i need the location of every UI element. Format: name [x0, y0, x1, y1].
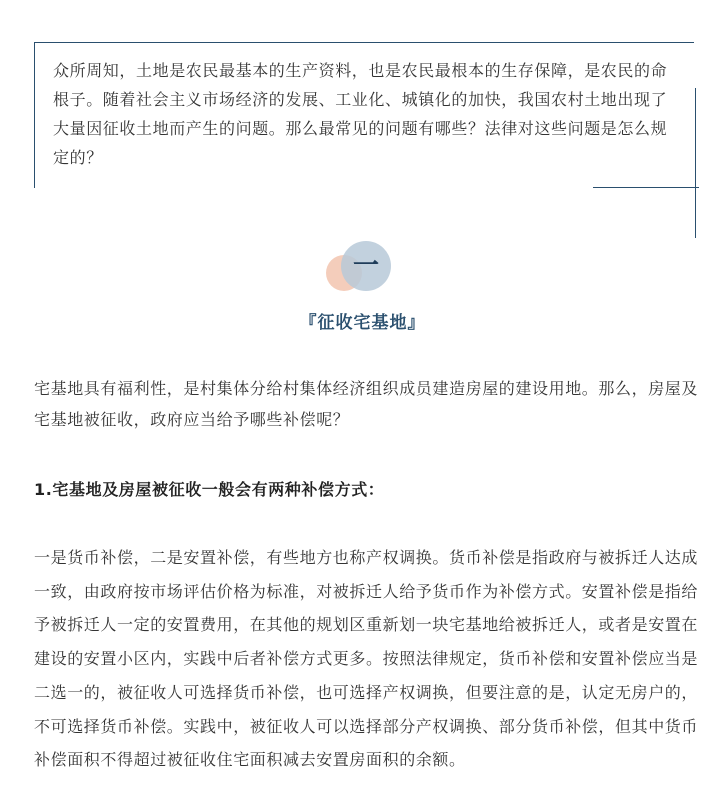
intro-box [34, 42, 694, 188]
frame-line-top [34, 42, 694, 43]
section-title: 『征收宅基地』 [299, 313, 426, 333]
section-number: 一 [352, 251, 379, 281]
body-paragraph-compensation: 一是货币补偿，二是安置补偿，有些地方也称产权调换。货币补偿是指政府与被拆迁人达成一致，由政府按市场评估价格为标准，对被拆迁人给予货币作为补偿方式。安置补偿是指给予被拆迁人一定的安置费用，在其他的规划区重新划一块宅基地给被拆迁人，或者是安置在建设的安置小区内，实践中后者补偿方式更多。按照法律规定，货币补偿和安置补偿应当是二选一的，被征收人可选择货币补偿，也可选择产权调换，但要注意的是，认定无房户的，不可选择货币补偿。实践中，被征收人可以选择部分产权调换、部分货币补偿，但其中货币补偿面积不得超过被征收住宅面积减去安置房面积的余额。 [34, 548, 699, 770]
subheading-compensation-methods: 1.宅基地及房屋被征收一般会有两种补偿方式： [34, 480, 385, 499]
section-number-badge [322, 238, 402, 298]
body-paragraph-intro: 宅基地具有福利性，是村集体分给村集体经济组织成员建造房屋的建设用地。那么，房屋及宅基地被征收，政府应当给予哪些补偿呢？ [34, 379, 699, 429]
frame-line-right [695, 88, 696, 238]
frame-line-left [34, 42, 35, 188]
frame-line-bottom [593, 187, 699, 188]
intro-text: 众所周知，土地是农民最基本的生产资料，也是农民最根本的生存保障，是农民的命根子。随着社会主义市场经济的发展、工业化、城镇化的加快，我国农村土地出现了大量因征收土地而产生的问题。那么最常见的问题有哪些？法律对这些问题是怎么规定的？ [53, 61, 668, 167]
